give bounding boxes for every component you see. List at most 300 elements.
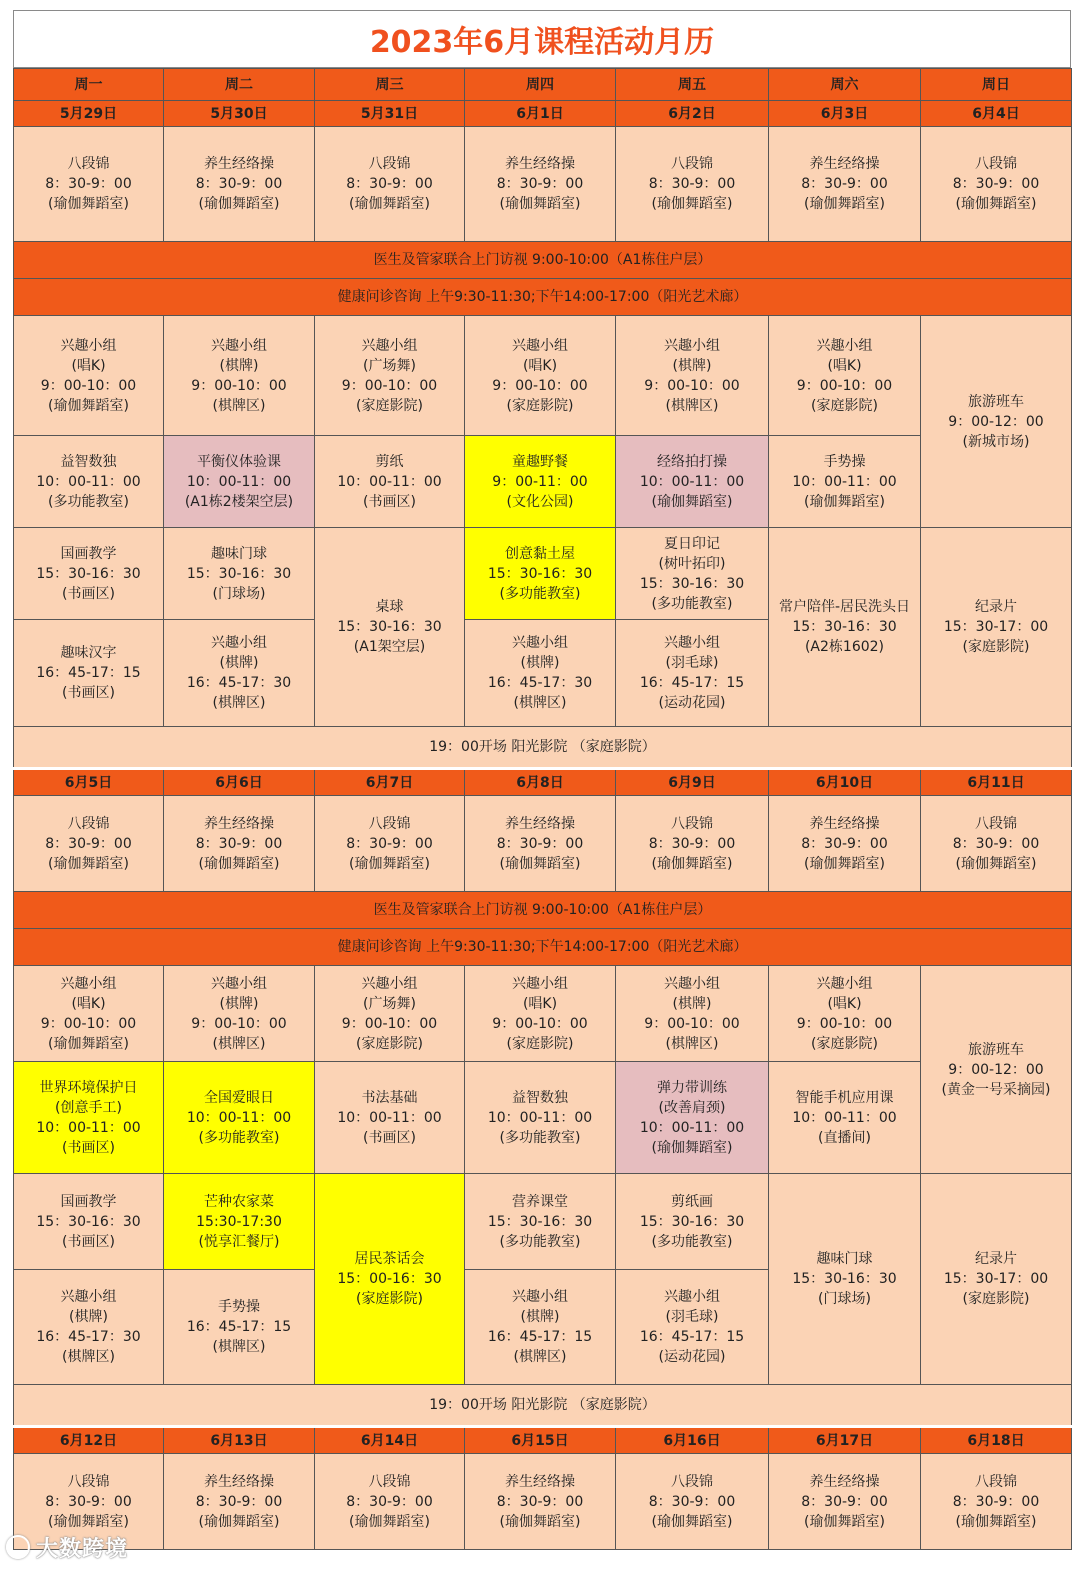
- date-cell: 6月15日: [465, 1427, 616, 1454]
- event-cell-highlight: [616, 436, 769, 528]
- event-line: 国画教学: [60, 545, 117, 562]
- event-line: 16：45-17：30: [487, 675, 593, 691]
- event-line: 八段锦: [368, 156, 411, 172]
- event-line: 兴趣小组: [60, 337, 117, 354]
- event-line: (瑜伽舞蹈室): [651, 196, 733, 212]
- event-line: (唱K): [522, 995, 558, 1012]
- date-cell: 6月14日: [315, 1427, 465, 1454]
- event-line: (瑜伽舞蹈室): [955, 855, 1037, 872]
- event-cell: [14, 127, 164, 242]
- event-line: 8：30-9：00: [801, 835, 888, 852]
- event-line: 养生经络操: [505, 815, 575, 832]
- calendar-table: [13, 68, 1072, 1550]
- event-cell: [465, 1270, 616, 1385]
- event-line: 10：00-11：00: [337, 1109, 442, 1126]
- weekday-mon: 周一: [14, 69, 164, 101]
- event-line: 兴趣小组: [664, 337, 720, 354]
- event-line: 八段锦: [67, 156, 110, 172]
- event-cell: [616, 1270, 769, 1385]
- event-line: (棋牌): [672, 995, 712, 1012]
- week2-dates: [14, 769, 1072, 796]
- event-line: 16：45-17：15: [36, 665, 141, 681]
- event-line: (书画区): [363, 1129, 416, 1146]
- event-line: 9：00-10：00: [796, 377, 893, 394]
- event-line: (家庭影院): [811, 397, 878, 414]
- event-line: (棋牌区): [212, 1339, 266, 1355]
- event-line: 15：30-16：30: [792, 619, 897, 635]
- event-line: 9：00-12：00: [948, 1061, 1044, 1078]
- event-line: (多功能教室): [499, 1129, 581, 1146]
- event-line: (棋牌): [219, 995, 259, 1012]
- date-cell: 6月18日: [921, 1427, 1072, 1454]
- event-line: 兴趣小组: [816, 337, 873, 354]
- event-line: 剪纸: [375, 453, 404, 470]
- event-line: (羽毛球): [665, 1309, 719, 1325]
- event-line: 兴趣小组: [512, 337, 568, 354]
- event-line: (A1架空层): [353, 639, 426, 655]
- event-line: (瑜伽舞蹈室): [499, 855, 581, 872]
- event-line: (改善肩颈): [658, 1099, 726, 1116]
- event-line: 8：30-9：00: [346, 176, 433, 192]
- week2-morning-row: [14, 796, 1072, 892]
- date-cell: 6月11日: [921, 769, 1072, 796]
- date-cell: 6月2日: [616, 101, 769, 127]
- event-line: (瑜伽舞蹈室): [48, 855, 129, 872]
- event-line: 8：30-9：00: [496, 1493, 584, 1510]
- event-line: 9：00-10：00: [341, 1015, 438, 1032]
- event-line: 10：00-11：00: [36, 473, 141, 490]
- event-cell-highlight: [616, 1062, 769, 1174]
- date-cell: 6月3日: [769, 101, 921, 127]
- event-cell-highlight: [465, 436, 616, 528]
- event-line: 9：00-10：00: [644, 1015, 740, 1032]
- weekday-sat: 周六: [769, 69, 921, 101]
- event-line: 15：30-17：00: [943, 1271, 1049, 1287]
- event-line: 益智数独: [512, 1089, 568, 1106]
- event-line: (瑜伽舞蹈室): [804, 1513, 885, 1530]
- event-line: 兴趣小组: [60, 1289, 117, 1305]
- week1-dates: [14, 101, 1072, 127]
- event-line: 10：00-11：00: [639, 473, 745, 490]
- event-line: (多功能教室): [499, 1233, 581, 1250]
- event-line: 手势操: [218, 1299, 260, 1315]
- event-line: 兴趣小组: [816, 975, 873, 992]
- event-line: 9：00-12：00: [948, 413, 1044, 430]
- event-cell: [315, 1062, 465, 1174]
- event-line: 10：00-11：00: [792, 473, 897, 490]
- event-cell: [164, 127, 315, 242]
- date-cell: 5月29日: [14, 101, 164, 127]
- event-line: (瑜伽舞蹈室): [804, 855, 885, 872]
- event-line: (瑜伽舞蹈室): [804, 196, 885, 212]
- event-line: (书画区): [62, 685, 115, 701]
- event-line: (瑜伽舞蹈室): [804, 493, 885, 510]
- event-line: 八段锦: [975, 156, 1017, 172]
- event-cell: [465, 966, 616, 1062]
- event-line: (树叶拓印): [658, 555, 726, 572]
- event-line: 养生经络操: [809, 815, 880, 832]
- watermark-circle-icon: [6, 1535, 30, 1559]
- event-line: (唱K): [827, 995, 862, 1012]
- event-line: 8：30-9：00: [45, 176, 132, 192]
- event-line: 9：00-10：00: [644, 377, 740, 394]
- event-line: 10：00-11：00: [186, 1109, 292, 1126]
- event-cell: [14, 316, 164, 436]
- event-line: 养生经络操: [204, 156, 274, 172]
- event-line: 创意黏土屋: [505, 545, 575, 562]
- event-line: 桌球: [375, 599, 404, 615]
- event-line: 平衡仪体验课: [197, 453, 281, 470]
- event-cell: [315, 966, 465, 1062]
- event-line: (瑜伽舞蹈室): [499, 1513, 581, 1530]
- event-cell: [616, 620, 769, 727]
- date-cell: 6月6日: [164, 769, 315, 796]
- event-line: 8：30-9：00: [195, 835, 283, 852]
- event-line: 8：30-9：00: [195, 176, 283, 192]
- event-cell: [164, 1454, 315, 1550]
- event-cell: [315, 316, 465, 436]
- event-cell-highlight: [465, 528, 616, 620]
- date-cell: 6月10日: [769, 769, 921, 796]
- event-line: 兴趣小组: [512, 1289, 568, 1305]
- event-line: (门球场): [212, 585, 266, 602]
- event-line: 兴趣小组: [211, 635, 267, 651]
- event-line: (唱K): [827, 357, 862, 374]
- event-line: 8：30-9：00: [45, 835, 132, 852]
- week3-dates: [14, 1427, 1072, 1454]
- event-cell: [465, 127, 616, 242]
- event-line: (棋牌区): [665, 397, 719, 414]
- event-cell: [315, 796, 465, 892]
- event-line: (瑜伽舞蹈室): [349, 1513, 430, 1530]
- health-consult-band: 健康问诊咨询 上午9:30-11:30;下午14:00-17:00（阳光艺术廊）: [14, 929, 1072, 966]
- event-line: 兴趣小组: [664, 975, 720, 992]
- tour-bus-cell: [921, 966, 1072, 1174]
- event-line: 八段锦: [671, 1473, 713, 1490]
- event-line: 15：30-17：00: [943, 619, 1049, 635]
- event-line: 16：45-17：15: [186, 1319, 292, 1335]
- event-cell: [465, 1174, 616, 1270]
- event-cell: [164, 1270, 315, 1385]
- event-line: 8：30-9：00: [648, 1493, 736, 1510]
- date-cell: 6月12日: [14, 1427, 164, 1454]
- event-line: 9：00-10：00: [492, 1015, 588, 1032]
- event-line: 兴趣小组: [211, 975, 267, 992]
- event-line: 旅游班车: [968, 1041, 1024, 1058]
- evening-cinema-row: 19：00开场 阳光影院 （家庭影院）: [14, 727, 1072, 769]
- event-line: 8：30-9：00: [346, 835, 433, 852]
- event-cell-highlight: [14, 1062, 164, 1174]
- event-cell: [14, 1174, 164, 1270]
- event-cell: [164, 620, 315, 727]
- event-cell: [769, 316, 921, 436]
- event-line: (棋牌区): [212, 397, 266, 414]
- event-line: 兴趣小组: [512, 975, 568, 992]
- event-cell-highlight: [315, 1174, 465, 1385]
- tour-bus-cell: [921, 316, 1072, 528]
- event-cell: [616, 966, 769, 1062]
- event-line: (瑜伽舞蹈室): [48, 1513, 129, 1530]
- event-cell: [769, 1062, 921, 1174]
- event-line: 养生经络操: [809, 156, 880, 172]
- event-line: (书画区): [363, 493, 416, 510]
- event-cell: [14, 436, 164, 528]
- event-line: (棋牌): [672, 357, 712, 374]
- event-line: (门球场): [818, 1291, 871, 1307]
- event-cell: [769, 436, 921, 528]
- event-line: 15：30-16：30: [337, 619, 442, 635]
- event-cell: [465, 316, 616, 436]
- event-line: (多功能教室): [198, 1129, 280, 1146]
- event-line: (棋牌区): [513, 695, 567, 711]
- event-line: 全国爱眼日: [204, 1089, 274, 1106]
- event-line: 旅游班车: [968, 393, 1024, 410]
- event-cell: [164, 966, 315, 1062]
- event-line: 弹力带训练: [657, 1079, 727, 1096]
- event-line: 八段锦: [975, 1473, 1017, 1490]
- event-line: 8：30-9：00: [346, 1493, 433, 1510]
- event-line: (棋牌): [520, 1309, 560, 1325]
- event-line: (瑜伽舞蹈室): [499, 196, 581, 212]
- event-line: 养生经络操: [204, 1473, 274, 1490]
- event-line: (瑜伽舞蹈室): [48, 196, 129, 212]
- event-cell: [616, 796, 769, 892]
- event-line: (瑜伽舞蹈室): [651, 493, 733, 510]
- event-line: 8：30-9：00: [648, 176, 736, 192]
- event-line: (棋牌区): [62, 1349, 115, 1365]
- weekday-thu: 周四: [465, 69, 616, 101]
- event-line: 兴趣小组: [664, 635, 720, 651]
- event-line: (棋牌): [69, 1309, 108, 1325]
- event-cell: [164, 316, 315, 436]
- event-line: 八段锦: [671, 156, 713, 172]
- event-line: 9：00-11：00: [492, 473, 588, 490]
- event-line: 居民茶话会: [354, 1251, 425, 1267]
- event-line: 8：30-9：00: [801, 1493, 888, 1510]
- event-line: 10：00-11：00: [36, 1119, 141, 1136]
- event-line: 养生经络操: [809, 1473, 880, 1490]
- event-line: 16：45-17：30: [186, 675, 292, 691]
- event-line: (瑜伽舞蹈室): [198, 855, 280, 872]
- event-line: 八段锦: [368, 815, 411, 832]
- event-cell: [616, 127, 769, 242]
- event-line: (书画区): [62, 1139, 115, 1156]
- event-line: (家庭影院): [356, 1291, 423, 1307]
- weekday-fri: 周五: [616, 69, 769, 101]
- event-line: (家庭影院): [506, 1035, 574, 1052]
- event-line: 8：30-9：00: [45, 1493, 132, 1510]
- event-cell: [921, 1174, 1072, 1385]
- event-cell: [164, 796, 315, 892]
- event-line: 趣味汉字: [60, 645, 117, 661]
- event-line: 手势操: [823, 453, 866, 470]
- event-line: 9：00-10：00: [191, 377, 287, 394]
- event-line: 16：45-17：15: [639, 1329, 745, 1345]
- event-line: 八段锦: [67, 815, 110, 832]
- event-line: (A1栋2楼架空层): [184, 493, 294, 510]
- event-line: 8：30-9：00: [952, 176, 1040, 192]
- event-line: 养生经络操: [505, 1473, 575, 1490]
- event-cell: [465, 620, 616, 727]
- event-cell: [14, 966, 164, 1062]
- event-line: 芒种农家菜: [204, 1193, 274, 1210]
- event-line: (家庭影院): [506, 397, 574, 414]
- date-cell: 6月1日: [465, 101, 616, 127]
- week3-morning-row: [14, 1454, 1072, 1550]
- event-line: 9：00-10：00: [341, 377, 438, 394]
- event-line: (家庭影院): [811, 1035, 878, 1052]
- event-line: 8：30-9：00: [496, 176, 584, 192]
- event-line: (新城市场): [962, 433, 1030, 450]
- event-line: 8：30-9：00: [195, 1493, 283, 1510]
- event-line: 10：00-11：00: [487, 1109, 593, 1126]
- event-cell: [465, 1062, 616, 1174]
- event-line: (多功能教室): [499, 585, 581, 602]
- event-cell: [921, 528, 1072, 727]
- event-line: 兴趣小组: [664, 1289, 720, 1305]
- date-cell: 6月7日: [315, 769, 465, 796]
- week1-row2: [14, 436, 1072, 528]
- event-cell: [616, 1454, 769, 1550]
- event-cell: [315, 1454, 465, 1550]
- event-cell: [14, 620, 164, 727]
- event-line: (创意手工): [55, 1099, 122, 1116]
- event-line: 8：30-9：00: [496, 835, 584, 852]
- date-cell: 6月8日: [465, 769, 616, 796]
- event-cell: [769, 966, 921, 1062]
- event-line: (瑜伽舞蹈室): [955, 196, 1037, 212]
- event-line: 兴趣小组: [211, 337, 267, 354]
- event-line: 15：30-16：30: [639, 575, 745, 592]
- event-cell-highlight: [164, 1062, 315, 1174]
- date-cell: 6月16日: [616, 1427, 769, 1454]
- page-title: 2023年6月课程活动月历: [13, 10, 1071, 68]
- event-line: (直播间): [818, 1129, 871, 1146]
- date-cell: 6月9日: [616, 769, 769, 796]
- event-line: 16：45-17：15: [639, 675, 745, 691]
- event-cell: [315, 528, 465, 727]
- event-cell: [164, 528, 315, 620]
- week1-morning-row: [14, 127, 1072, 242]
- event-line: 经络拍打操: [657, 453, 727, 470]
- calendar-page: [13, 10, 1071, 1550]
- event-line: (瑜伽舞蹈室): [651, 855, 733, 872]
- event-line: 9：00-10：00: [796, 1015, 893, 1032]
- watermark-logo: [6, 1532, 128, 1563]
- event-cell: [14, 528, 164, 620]
- weekday-wed: 周三: [315, 69, 465, 101]
- event-line: (棋牌): [520, 655, 560, 671]
- date-cell: 6月13日: [164, 1427, 315, 1454]
- event-cell: [921, 796, 1072, 892]
- event-line: 15：30-16：30: [36, 565, 141, 582]
- event-line: (多功能教室): [651, 1233, 733, 1250]
- event-line: 剪纸画: [671, 1193, 713, 1210]
- event-line: 15:30-17:30: [196, 1213, 282, 1230]
- event-line: 10：00-11：00: [639, 1119, 745, 1136]
- event-cell-highlight: [164, 1174, 315, 1270]
- event-line: 10：00-11：00: [186, 473, 292, 490]
- week2-row3: [14, 1174, 1072, 1270]
- event-line: (瑜伽舞蹈室): [651, 1513, 733, 1530]
- event-line: 八段锦: [975, 815, 1017, 832]
- event-line: 兴趣小组: [512, 635, 568, 651]
- event-line: 10：00-11：00: [337, 473, 442, 490]
- event-line: 国画教学: [60, 1193, 117, 1210]
- event-line: (瑜伽舞蹈室): [651, 1139, 733, 1156]
- weekday-header: [14, 69, 1072, 101]
- date-cell: 5月30日: [164, 101, 315, 127]
- event-cell-highlight: [164, 436, 315, 528]
- event-line: 兴趣小组: [60, 975, 117, 992]
- event-line: (瑜伽舞蹈室): [349, 196, 430, 212]
- event-line: (家庭影院): [962, 1291, 1030, 1307]
- event-cell: [769, 127, 921, 242]
- event-line: 8：30-9：00: [952, 1493, 1040, 1510]
- event-line: (瑜伽舞蹈室): [48, 1035, 129, 1052]
- week1-row3: [14, 528, 1072, 620]
- event-line: (悦享汇餐厅): [198, 1233, 280, 1250]
- event-line: (家庭影院): [962, 639, 1030, 655]
- event-line: (多功能教室): [48, 493, 129, 510]
- event-line: 8：30-9：00: [952, 835, 1040, 852]
- event-line: (羽毛球): [665, 655, 719, 671]
- event-cell: [14, 1270, 164, 1385]
- event-line: 世界环境保护日: [39, 1079, 138, 1096]
- event-line: (瑜伽舞蹈室): [955, 1513, 1037, 1530]
- event-line: (瑜伽舞蹈室): [349, 855, 430, 872]
- event-line: (A2栋1602): [804, 639, 885, 655]
- event-cell: [921, 127, 1072, 242]
- event-line: (运动花园): [658, 1349, 726, 1365]
- date-cell: 6月4日: [921, 101, 1072, 127]
- event-cell: [315, 436, 465, 528]
- event-line: 8：30-9：00: [648, 835, 736, 852]
- event-cell: [616, 316, 769, 436]
- event-line: (棋牌区): [665, 1035, 719, 1052]
- event-line: (家庭影院): [356, 1035, 423, 1052]
- event-line: 营养课堂: [512, 1193, 568, 1210]
- event-line: (多功能教室): [651, 595, 733, 612]
- health-consult-band: 健康问诊咨询 上午9:30-11:30;下午14:00-17:00（阳光艺术廊）: [14, 279, 1072, 316]
- event-line: 15：30-16：30: [36, 1213, 141, 1230]
- event-line: 童趣野餐: [512, 453, 568, 470]
- event-line: 10：00-11：00: [792, 1109, 897, 1126]
- event-line: (书画区): [62, 585, 115, 602]
- event-line: 16：45-17：15: [487, 1329, 593, 1345]
- event-cell: [769, 796, 921, 892]
- event-line: 趣味门球: [211, 545, 267, 562]
- event-line: (瑜伽舞蹈室): [198, 196, 280, 212]
- event-line: 养生经络操: [505, 156, 575, 172]
- event-line: (黄金一号采摘园): [941, 1081, 1051, 1098]
- event-line: 益智数独: [60, 453, 117, 470]
- event-line: 8：30-9：00: [801, 176, 888, 192]
- week2-row1: [14, 966, 1072, 1062]
- event-line: (唱K): [71, 357, 106, 374]
- event-cell: [769, 528, 921, 727]
- home-visit-band: 医生及管家联合上门访视 9:00-10:00（A1栋住户层）: [14, 892, 1072, 929]
- event-line: 15：00-16：30: [337, 1271, 442, 1287]
- event-line: 15：30-16：30: [487, 565, 593, 582]
- event-line: 纪录片: [975, 599, 1017, 615]
- event-cell: [465, 1454, 616, 1550]
- event-line: 兴趣小组: [361, 975, 418, 992]
- event-line: (棋牌): [219, 655, 259, 671]
- event-line: (瑜伽舞蹈室): [198, 1513, 280, 1530]
- weekday-sun: 周日: [921, 69, 1072, 101]
- event-line: 16：45-17：30: [36, 1329, 141, 1345]
